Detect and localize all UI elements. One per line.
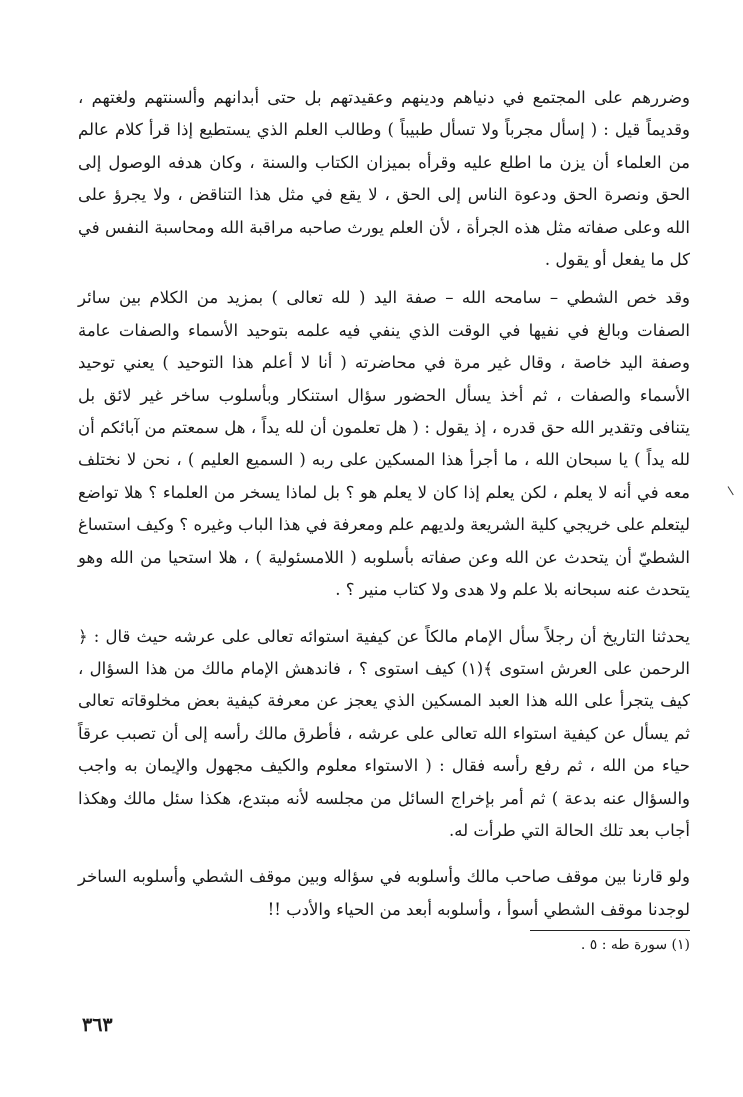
paragraph-2: وقد خص الشطي – سامحه الله – صفة اليد ( لله تعالى ) بمزيد من الكلام بين سائر الصفات وبالغ في نفيها في الوقت الذي ينفي فيه علمه بتوحيد الأسماء والصفات عامة وصفة اليد خاصة ، وقال غير مرة في محاضرته ( أنا لا أعلم هذا التوحيد ) يعني توحيد الأسماء والصفات ، ثم أخذ يسأل الحضور سؤال استنكار وبأسلوب ساخر غير لائق بل يتنافى وتقدير الله حق قدره ، إذ يقول : ( هل تعلمون أن لله يداً ، هل سمعتم من آبائكم أن لله يداً ) يا سبحان الله ، ما أجرأ هذا المسكين على ربه ( السميع العليم ) ، نحن لا نختلف معه في أنه لا يعلم ، لكن يعلم إذا كان لا يعلم هو ؟ بل لماذا يسخر من العلماء ؟ هلا تواضع ليتعلم على خريجي كلية الشريعة ولديهم علم ومعرفة في هذا الباب وغيره ؟ وكيف استساغ الشطيّ أن يتحدث عن الله وعن صفاته بأسلوبه ( اللامسئولية ) ، هلا استحيا من الله وهو يتحدث عنه سبحانه بلا علم ولا هدى ولا كتاب منير ؟ . (78, 288, 690, 600)
page-number: ٣٦٣ (82, 1014, 113, 1036)
paragraph-1: وضررهم على المجتمع في دنياهم ودينهم وعقيدتهم بل حتى أبدانهم وألسنتهم ولغتهم ، وقديماً قيل : ( إسأل مجرباً ولا تسأل طبيباً ) وطالب العلم الذي يستطيع إذا قرأ كلام عالم من العلماء أن يزن ما اطلع عليه وقرأه بميزان الكتاب والسنة ، وكان هدفه الوصول إلى الحق ونصرة الحق ودعوة الناس إلى الحق ، لا يقع في مثل هذا التناقض ، ولا يجرؤ على الله وعلى صفاته مثل هذه الجرأة ، لأن العلم يورث صاحبه مراقبة الله ومحاسبة النفس في كل ما يفعل أو يقول . (78, 88, 690, 270)
footnote: (١) سورة طه : ٥ . (580, 937, 690, 954)
footnote-divider (530, 930, 690, 931)
margin-mark (728, 486, 734, 495)
document-body (78, 82, 690, 957)
paragraph-4: ولو قارنا بين موقف صاحب مالك وأسلوبه في سؤاله وبين موقف الشطي وأسلوبه الساخر لوجدنا موقف الشطي أسوأ ، وأسلوبه أبعد من الحياء والأدب !! (78, 867, 690, 919)
paragraph-3: يحدثنا التاريخ أن رجلاً سأل الإمام مالكاً عن كيفية استوائه تعالى على عرشه حيث قال : ﴿ الرحمن على العرش استوى ﴾(١) كيف استوى ؟ ، فاندهش الإمام مالك من هذا السؤال ، كيف يتجرأ على الله هذا العبد المسكين الذي يعجز عن معرفة كيفية بعض مخلوقاته تعالى ثم يسأل عن كيفية استواء الله تعالى على عرشه ، فأطرق مالك رأسه إلى أن تصبب عرقاً حياء من الله ، ثم رفع رأسه فقال : ( الاستواء معلوم والكيف مجهول والإيمان به واجب والسؤال عنه بدعة ) ثم أمر بإخراج السائل من مجلسه لأنه مبتدع، هكذا سئل مالك وهكذا أجاب بعد تلك الحالة التي طرأت له. (78, 626, 690, 840)
